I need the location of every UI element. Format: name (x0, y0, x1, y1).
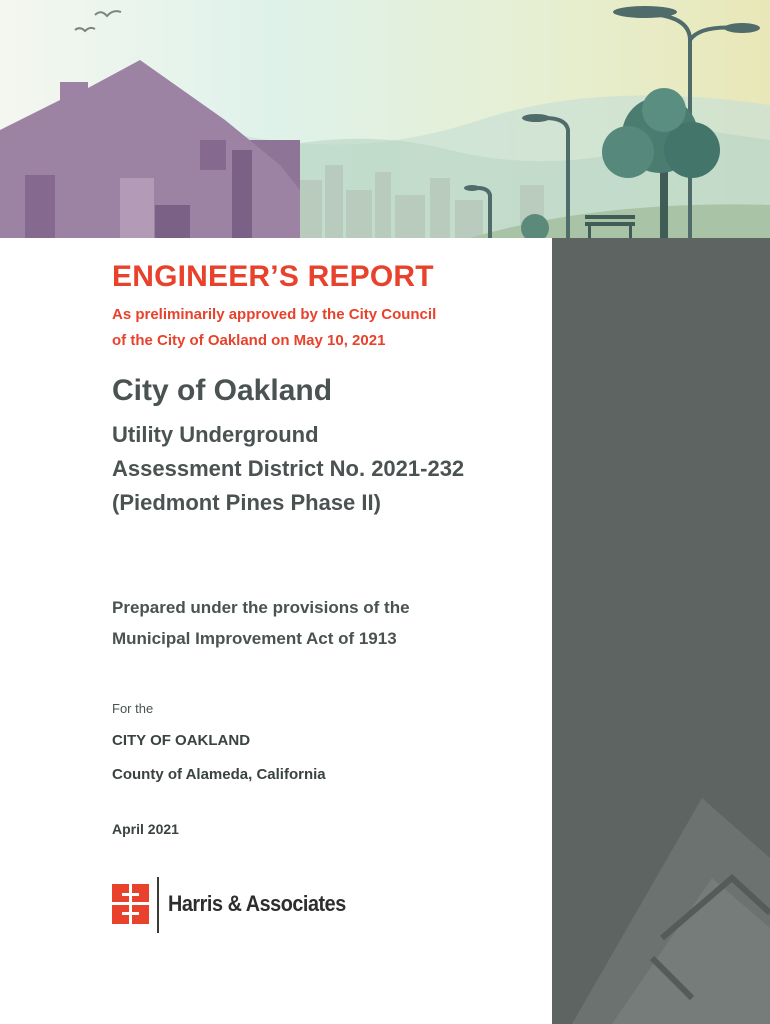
report-date: April 2021 (112, 821, 179, 837)
approval-subtitle-line: of the City of Oakland on May 10, 2021 (112, 332, 386, 349)
city-heading: City of Oakland (112, 374, 333, 407)
cover-banner-illustration (0, 0, 770, 238)
for-the-label: For the (112, 701, 154, 716)
prepared-under-line: Prepared under the provisions of the (112, 598, 410, 617)
approval-subtitle-line: As preliminarily approved by the City Council (112, 306, 437, 323)
client-county: County of Alameda, California (112, 766, 326, 783)
prepared-under-line: Municipal Improvement Act of 1913 (112, 629, 397, 648)
logo-mark-icon (112, 884, 149, 924)
company-name: Harris & Associates (168, 891, 346, 916)
district-heading (112, 418, 464, 520)
cover-sidebar (552, 238, 770, 1024)
logo-divider (157, 877, 159, 933)
district-heading-line: (Piedmont Pines Phase II) (112, 490, 381, 515)
report-title: ENGINEER’S REPORT (112, 260, 434, 293)
district-heading-line: Assessment District No. 2021-232 (112, 456, 465, 481)
client-name: CITY OF OAKLAND (112, 732, 251, 749)
district-heading-line: Utility Underground (112, 422, 319, 447)
approval-subtitle (112, 302, 436, 354)
harris-associates-logo (112, 877, 372, 935)
prepared-under-statement (112, 592, 410, 654)
